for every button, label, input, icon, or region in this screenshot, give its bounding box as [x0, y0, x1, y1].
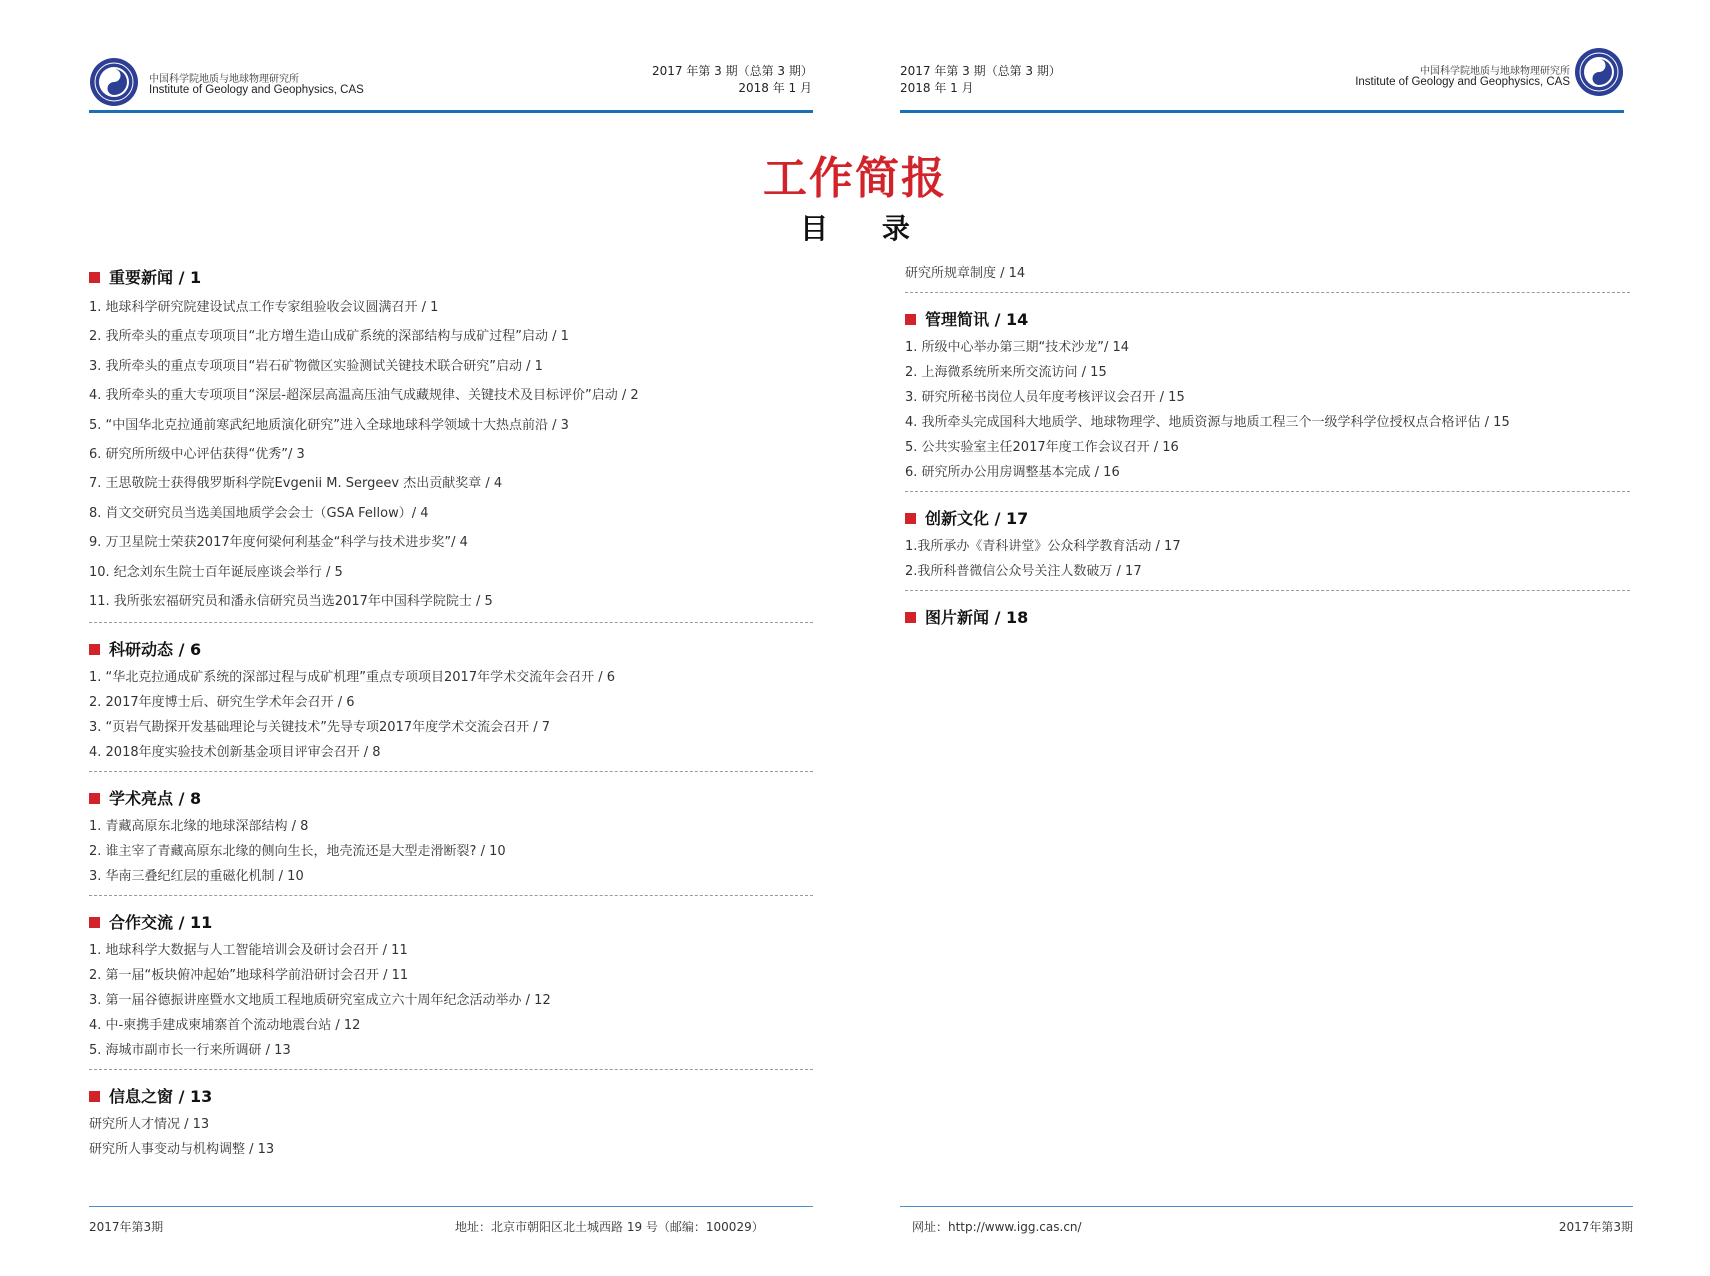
section-marker-icon — [89, 917, 100, 928]
section-divider — [89, 622, 813, 623]
section-title: 信息之窗 / 13 — [109, 1087, 213, 1107]
toc-item[interactable]: 5. 海城市副市长一行来所调研 / 13 — [89, 1043, 291, 1059]
section-divider — [905, 590, 1630, 591]
institute-name-en-left: Institute of Geology and Geophysics, CAS — [149, 84, 364, 96]
page-title: 工作简报 — [763, 153, 947, 204]
toc-item[interactable]: 4. 我所牵头完成国科大地质学、地球物理学、地质资源与地质工程三个一级学科学位授权点合格评估 / 15 — [905, 415, 1510, 430]
toc-item[interactable]: 3. 研究所秘书岗位人员年度考核评议会召开 / 15 — [905, 390, 1185, 405]
toc-item[interactable]: 研究所规章制度 / 14 — [905, 266, 1026, 281]
section-marker-icon — [89, 1091, 100, 1102]
section-marker-icon — [905, 314, 916, 325]
toc-item[interactable]: 3. 第一届谷德振讲座暨水文地质工程地质研究室成立六十周年纪念活动举办 / 12 — [89, 993, 551, 1009]
toc-item[interactable]: 5. 公共实验室主任2017年度工作会议召开 / 16 — [905, 440, 1179, 455]
toc-item[interactable]: 2. 谁主宰了青藏高原东北缘的侧向生长，地壳流还是大型走滑断裂? / 10 — [89, 844, 506, 860]
section-marker-icon — [89, 793, 100, 804]
section-header — [89, 784, 813, 814]
toc-item[interactable]: 2. 2017年度博士后、研究生学术年会召开 / 6 — [89, 695, 355, 711]
institute-logo-left — [89, 57, 139, 107]
toc-item[interactable]: 3. 华南三叠纪红层的重磁化机制 / 10 — [89, 869, 304, 885]
toc-item[interactable]: 1. 地球科学研究院建设试点工作专家组验收会议圆满召开 / 1 — [89, 300, 439, 315]
toc-item[interactable]: 10. 纪念刘东生院士百年诞辰座谈会举行 / 5 — [89, 564, 343, 580]
section-title: 合作交流 / 11 — [109, 913, 213, 933]
footer-issue-right: 2017年第3期 — [1558, 1220, 1633, 1234]
toc-item[interactable]: 3. 我所牵头的重点专项项目“岩石矿物微区实验测试关键技术联合研究”启动 / 1 — [89, 358, 543, 374]
toc-item[interactable]: 2. 我所牵头的重点专项项目“北方增生造山成矿系统的深部结构与成矿过程”启动 / 1 — [89, 329, 569, 345]
section-header — [905, 603, 1630, 633]
section-marker-icon — [89, 644, 100, 655]
issue-date-left: 2018 年 1 月 — [738, 81, 812, 95]
toc-item[interactable]: 4. 中-柬携手建成柬埔寨首个流动地震台站 / 12 — [89, 1018, 361, 1034]
section-divider — [89, 895, 813, 896]
toc-item[interactable]: 6. 研究所所级中心评估获得“优秀”/ 3 — [89, 446, 305, 462]
section-title: 重要新闻 / 1 — [109, 268, 202, 287]
section-header — [89, 635, 813, 665]
toc-item[interactable]: 8. 肖文交研究员当选美国地质学会会士（GSA Fellow）/ 4 — [89, 505, 429, 521]
section-marker-icon — [89, 272, 100, 283]
header-rule-left — [89, 110, 813, 113]
toc-item[interactable]: 1.我所承办《青科讲堂》公众科学教育活动 / 17 — [905, 539, 1181, 554]
section-title: 图片新闻 / 18 — [925, 608, 1029, 627]
toc-item[interactable]: 3. “页岩气勘探开发基础理论与关键技术”先导专项2017年度学术交流会召开 / 7 — [89, 720, 551, 736]
toc-item[interactable]: 1. “华北克拉通成矿系统的深部过程与成矿机理”重点专项项目2017年学术交流年会召开 / 6 — [89, 670, 616, 686]
toc-item[interactable]: 5. “中国华北克拉通前寒武纪地质演化研究”进入全球地球科学领域十大热点前沿 / 3 — [89, 417, 569, 433]
section-title: 学术亮点 / 8 — [109, 789, 202, 809]
institute-name-cn-right: 中国科学院地质与地球物理研究所 — [1420, 66, 1570, 77]
toc-left-column — [89, 263, 813, 1162]
footer-address: 地址：北京市朝阳区北土城西路 19 号（邮编：100029） — [455, 1220, 764, 1234]
toc-item[interactable]: 4. 我所牵头的重大专项项目“深层-超深层高温高压油气成藏规律、关键技术及目标评价”启动 / 2 — [89, 388, 639, 404]
toc-item[interactable]: 1. 所级中心举办第三期“技术沙龙”/ 14 — [905, 340, 1130, 355]
toc-item[interactable]: 11. 我所张宏福研究员和潘永信研究员当选2017年中国科学院院士 / 5 — [89, 593, 493, 609]
section-header — [905, 305, 1630, 335]
section-divider — [905, 491, 1630, 492]
section-header — [89, 1082, 813, 1112]
section-title: 创新文化 / 17 — [925, 509, 1029, 528]
section-title: 管理简讯 / 14 — [925, 310, 1029, 329]
issue-number-right: 2017 年第 3 期（总第 3 期） — [900, 64, 1061, 78]
section-title: 科研动态 / 6 — [109, 640, 202, 660]
section-divider — [89, 771, 813, 772]
section-header — [89, 263, 813, 293]
toc-item[interactable]: 2. 第一届“板块俯冲起始”地球科学前沿研讨会召开 / 11 — [89, 968, 409, 984]
toc-right-column — [905, 261, 1630, 633]
toc-item[interactable]: 研究所人事变动与机构调整 / 13 — [89, 1142, 275, 1158]
institute-name-en-right: Institute of Geology and Geophysics, CAS — [1355, 76, 1570, 88]
toc-item[interactable]: 9. 万卫星院士荣获2017年度何梁何利基金“科学与技术进步奖”/ 4 — [89, 535, 468, 551]
section-marker-icon — [905, 612, 916, 623]
issue-date-right: 2018 年 1 月 — [900, 81, 974, 95]
institute-name-cn-left: 中国科学院地质与地球物理研究所 — [149, 74, 299, 85]
footer-rule-left — [89, 1206, 813, 1207]
section-header — [905, 504, 1630, 534]
footer-rule-right — [900, 1206, 1633, 1207]
toc-item[interactable]: 1. 青藏高原东北缘的地球深部结构 / 8 — [89, 819, 309, 835]
section-marker-icon — [905, 513, 916, 524]
footer-issue-left: 2017年第3期 — [89, 1220, 164, 1234]
toc-item[interactable]: 2. 上海微系统所来所交流访问 / 15 — [905, 365, 1107, 380]
toc-item[interactable]: 4. 2018年度实验技术创新基金项目评审会召开 / 8 — [89, 745, 381, 761]
toc-item[interactable]: 7. 王思敬院士获得俄罗斯科学院Evgenii M. Sergeev 杰出贡献奖章 / 4 — [89, 476, 503, 492]
section-divider — [89, 1069, 813, 1070]
footer-website[interactable]: 网址：http://www.igg.cas.cn/ — [912, 1220, 1082, 1234]
toc-item[interactable]: 6. 研究所办公用房调整基本完成 / 16 — [905, 465, 1120, 480]
section-divider — [905, 292, 1630, 293]
toc-item[interactable]: 1. 地球科学大数据与人工智能培训会及研讨会召开 / 11 — [89, 943, 408, 959]
section-header — [89, 908, 813, 938]
institute-logo-right — [1574, 47, 1624, 97]
toc-item[interactable]: 研究所人才情况 / 13 — [89, 1117, 210, 1133]
issue-number-left: 2017 年第 3 期（总第 3 期） — [652, 64, 813, 78]
header-rule-right — [900, 110, 1624, 113]
toc-item[interactable]: 2.我所科普微信公众号关注人数破万 / 17 — [905, 564, 1142, 579]
page-subtitle: 目 录 — [800, 212, 932, 245]
